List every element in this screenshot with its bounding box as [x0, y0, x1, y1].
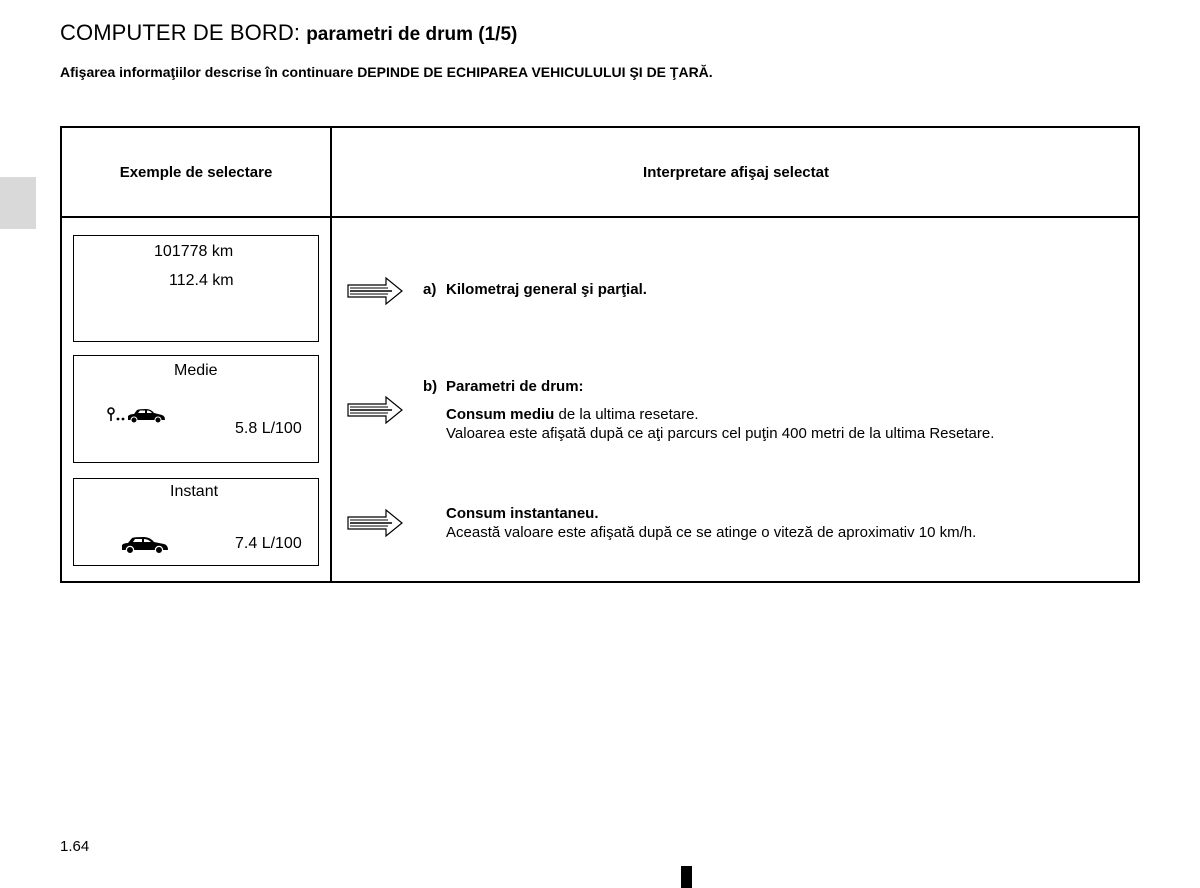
- display-average: [73, 355, 319, 463]
- table-header-divider: [62, 216, 1138, 218]
- arrow-right-icon: [346, 508, 404, 538]
- average-label: Medie: [174, 362, 218, 379]
- odometer-partial: 112.4 km: [169, 272, 234, 289]
- instant-label: Instant: [170, 483, 219, 500]
- column-header-examples: Exemple de selectare: [119, 163, 273, 181]
- page-title: [60, 20, 517, 46]
- row-a-marker: a): [423, 281, 437, 298]
- page-title-sub: parametri de drum (1/5): [306, 24, 518, 45]
- row-b-title: Parametri de drum:: [446, 378, 584, 395]
- chapter-tab: [0, 177, 36, 229]
- column-header-interpretation: Interpretare afişaj selectat: [643, 163, 829, 181]
- odometer-total: 101778 km: [154, 243, 234, 260]
- row-b-average-line: [446, 405, 699, 424]
- display-odometer: [73, 235, 319, 342]
- row-c-desc: Această valoare este afişată după ce se atinge o viteză de aproximativ 10 km/h.: [446, 524, 977, 541]
- display-instant: [73, 478, 319, 566]
- row-a-title: Kilometraj general şi parţial.: [446, 281, 647, 298]
- row-b-average-note: Valoarea este afişată după ce aţi parcurs cel puţin 400 metri de la ultima Resetare.: [446, 425, 995, 442]
- page-title-main: COMPUTER DE BORD:: [60, 20, 301, 45]
- trip-computer-table: [60, 126, 1140, 583]
- reset-to-car-icon: [106, 404, 170, 426]
- row-b-average-term: Consum mediu: [446, 406, 555, 423]
- row-b-marker: b): [423, 378, 438, 395]
- arrow-right-icon: [346, 395, 404, 425]
- crop-mark: [681, 866, 692, 888]
- row-c-title: Consum instantaneu.: [446, 505, 599, 522]
- average-value: 5.8 L/100: [235, 420, 302, 437]
- equipment-notice: Afişarea informaţiilor descrise în continuare DEPINDE DE ECHIPAREA VEHICULULUI ŞI DE ŢARĂ.: [60, 64, 713, 80]
- arrow-right-icon: [346, 276, 404, 306]
- instant-value: 7.4 L/100: [235, 535, 302, 552]
- row-b-average-desc: de la ultima resetare.: [554, 406, 699, 423]
- page-number: 1.64: [60, 838, 90, 855]
- car-icon: [120, 535, 170, 555]
